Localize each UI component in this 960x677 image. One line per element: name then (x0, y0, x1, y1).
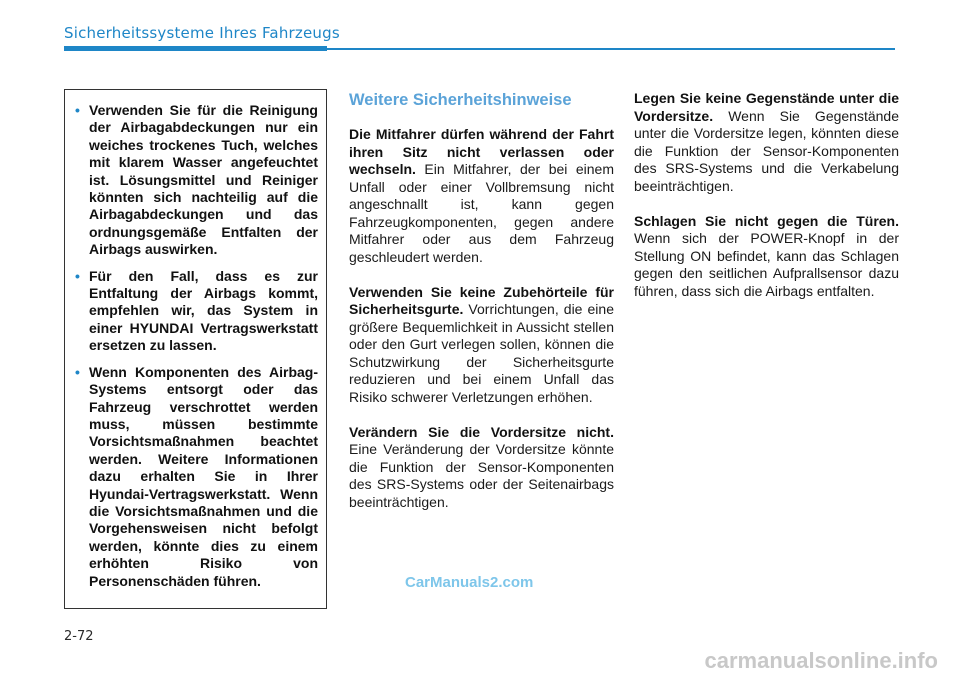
bullet-icon: • (75, 267, 80, 284)
paragraph (349, 126, 614, 266)
paragraph (634, 90, 899, 195)
paragraph-body: Eine Veränderung der Vordersitze könnte die Funktion der Sensor-Komponenten des SRS-Systems oder der Seitenairbags beeinträchtigen. (349, 441, 614, 510)
paragraph (634, 213, 899, 301)
bullet-icon: • (75, 363, 80, 380)
warning-list (75, 102, 318, 590)
warning-item (75, 102, 318, 259)
paragraph-lead: Legen Sie keine Gegenstände unter die Vordersitze. (634, 90, 899, 124)
warning-item (75, 268, 318, 355)
right-column (634, 90, 899, 318)
paragraph-body: Vorrichtungen, die eine größere Bequemlichkeit in Aussicht stellen oder den Gurt verlegen sollen, können die Schutzwirkung der Sicherheitsgurte reduzieren und bei einem Unfall das Risiko schwerer Verletzungen erhöhen. (349, 301, 614, 405)
bullet-icon: • (75, 102, 80, 118)
paragraph-lead: Verwenden Sie keine Zubehörteile für Sicherheitsgurte. (349, 283, 614, 317)
warning-item (75, 364, 318, 590)
paragraph-body: Wenn Sie Gegenstände unter die Vordersitze legen, könnten diese die Funktion der Sensor-Komponenten des SRS-Systems und die Verkabelung beeinträchtigen. (634, 107, 899, 194)
paragraph-lead: Schlagen Sie nicht gegen die Türen. (634, 212, 899, 229)
warning-box (64, 89, 327, 609)
paragraph-lead: Verändern Sie die Vordersitze nicht. (349, 423, 614, 440)
paragraph-lead: Die Mitfahrer dürfen während der Fahrt ihren Sitz nicht verlassen oder wechseln. (349, 126, 614, 177)
section-heading: Weitere Sicherheitshinweise (349, 91, 572, 109)
warning-item-text: Für den Fall, dass es zur Entfaltung der Airbags kommt, empfehlen wir, das System in einer HYUNDAI Vertragswerkstatt ersetzen zu lassen. (89, 267, 318, 354)
footer-site-watermark: carmanualsonline.info (704, 648, 938, 673)
paragraph-body: Wenn sich der POWER-Knopf in der Stellung ON befindet, kann das Schlagen gegen den seitlichen Aufprallsensor dazu führen, dass sich die Airbags entfalten. (634, 230, 899, 299)
header-rule-thick (64, 46, 327, 51)
page-number: 2-72 (64, 629, 94, 644)
paragraph-body: Ein Mitfahrer, der bei einem Unfall oder einer Vollbremsung nicht angeschnallt ist, kann gegen Fahrzeugkomponenten, gegen andere Mitfahrer oder aus dem Fahrzeug geschleudert werden. (349, 161, 614, 265)
paragraph (349, 424, 614, 512)
middle-column (349, 90, 614, 529)
paragraph (349, 284, 614, 407)
section-title: Sicherheitssysteme Ihres Fahrzeugs (64, 24, 340, 42)
warning-item-text: Verwenden Sie für die Reinigung der Airbagabdeckungen nur ein weiches trockenes Tuch, welches mit klarem Wasser angefeuchtet ist. Lösungsmittel und Reiniger könnten sich nachteilig auf die Airbagabdeckungen und das ordnungsgemäße Entfalten der Airbags auswirken. (89, 102, 318, 258)
header-rule-thin (327, 48, 895, 50)
watermark: CarManuals2.com (405, 574, 534, 591)
warning-item-text: Wenn Komponenten des Airbag-Systems entsorgt oder das Fahrzeug verschrottet werden muss, müssen bestimmte Vorsichtsmaßnahmen beachtet werden. Weitere Informationen dazu erhalten Sie in Ihrer Hyundai-Vertragswerkstatt. Wenn die Vorsichtsmaßnahmen und die Vorgehensweisen nicht befolgt werden, könnte dies zu einem erhöhten Risiko von Personenschäden führen. (89, 363, 318, 589)
